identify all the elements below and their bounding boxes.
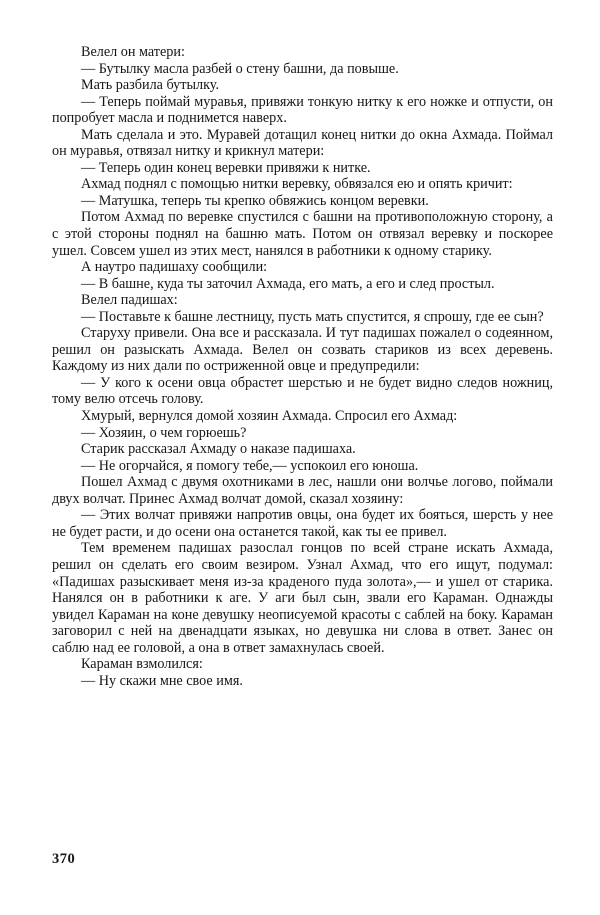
paragraph: Велел он матери:: [81, 44, 185, 60]
paragraph: Хмурый, вернулся домой хозяин Ахмада. Спросил его Ахмад:: [81, 408, 458, 425]
page-text: [52, 44, 553, 689]
paragraph: Ахмад поднял с помощью нитки веревку, обвязался ею и опять кричит:: [81, 176, 513, 193]
paragraph: Мать сделала и это. Муравей дотащил конец нитки до окна Ахмада. Поймал он муравья, отвязал нитку и крикнул матери:: [52, 126, 553, 160]
paragraph: — Бутылку масла разбей о стену башни, да повыше.: [81, 60, 399, 77]
page-number: 370: [52, 851, 76, 867]
paragraph: — Не огорчайся, я помогу тебе,— успокоил его юноша.: [81, 457, 419, 474]
paragraph: — Теперь поймай муравья, привяжи тонкую нитку к его ножке и отпусти, он попробует масла и поднимется наверх.: [52, 93, 553, 127]
paragraph: Потом Ахмад по веревке спустился с башни на противоположную сторону, а с этой стороны поднял на башню мать. Потом он отвязал веревку и поскорее ушел. Совсем ушел из этих мест, нанялся в работники к одному старику.: [52, 209, 553, 259]
paragraph: Велел падишах:: [81, 292, 178, 309]
paragraph: — У кого к осени овца обрастет шерстью и не будет видно следов ножниц, тому велю отсечь голову.: [52, 374, 553, 408]
paragraph: — В башне, куда ты заточил Ахмада, его мать, а его и след простыл.: [81, 275, 495, 292]
paragraph: — Матушка, теперь ты крепко обвяжись концом веревки.: [81, 192, 429, 209]
paragraph: Старик рассказал Ахмаду о наказе падишаха.: [81, 441, 356, 458]
paragraph: — Хозяин, о чем горюешь?: [81, 424, 247, 441]
paragraph: Пошел Ахмад с двумя охотниками в лес, нашли они волчье логово, поймали двух волчат. Принес Ахмад волчат домой, сказал хозяину:: [52, 474, 553, 507]
paragraph: — Поставьте к башне лестницу, пусть мать спустится, я спрошу, где ее сын?: [81, 308, 544, 325]
paragraph: Мать разбила бутылку.: [81, 77, 219, 94]
paragraph: Старуху привели. Она все и рассказала. И тут падишах пожалел о содеянном, решил он разыскать Ахмада. Велел он созвать стариков из всех деревень. Каждому из них дали по остриженной овце и предупредили:: [52, 325, 553, 375]
paragraph: Караман взмолился:: [81, 656, 203, 673]
paragraph: — Этих волчат привяжи напротив овцы, она будет их бояться, шерсть у нее не будет расти, и до осени она останется такой, как ты ее привел.: [52, 507, 553, 540]
paragraph: А наутро падишаху сообщили:: [81, 259, 268, 276]
paragraph: — Теперь один конец веревки привяжи к нитке.: [81, 159, 371, 176]
paragraph: Тем временем падишах разослал гонцов по всей стране искать Ахмада, решил он сделать его своим везиром. Узнал Ахмад, что его ищут, подумал: «Падишах разыскивает меня из-за краденого пуда золота»,— и ушел от старика. Нанялся он в работники к аге. У аги был сын, звали его Караман. Однажды увидел Караман на коне девушку неописуемой красоты с саблей на боку. Караман заговорил с ней на двенадцати языках, но девушка ни слова в ответ. Занес он саблю над ее головой, а она в ответ замахнулась своей.: [52, 540, 553, 656]
paragraph: — Ну скажи мне свое имя.: [81, 672, 243, 689]
